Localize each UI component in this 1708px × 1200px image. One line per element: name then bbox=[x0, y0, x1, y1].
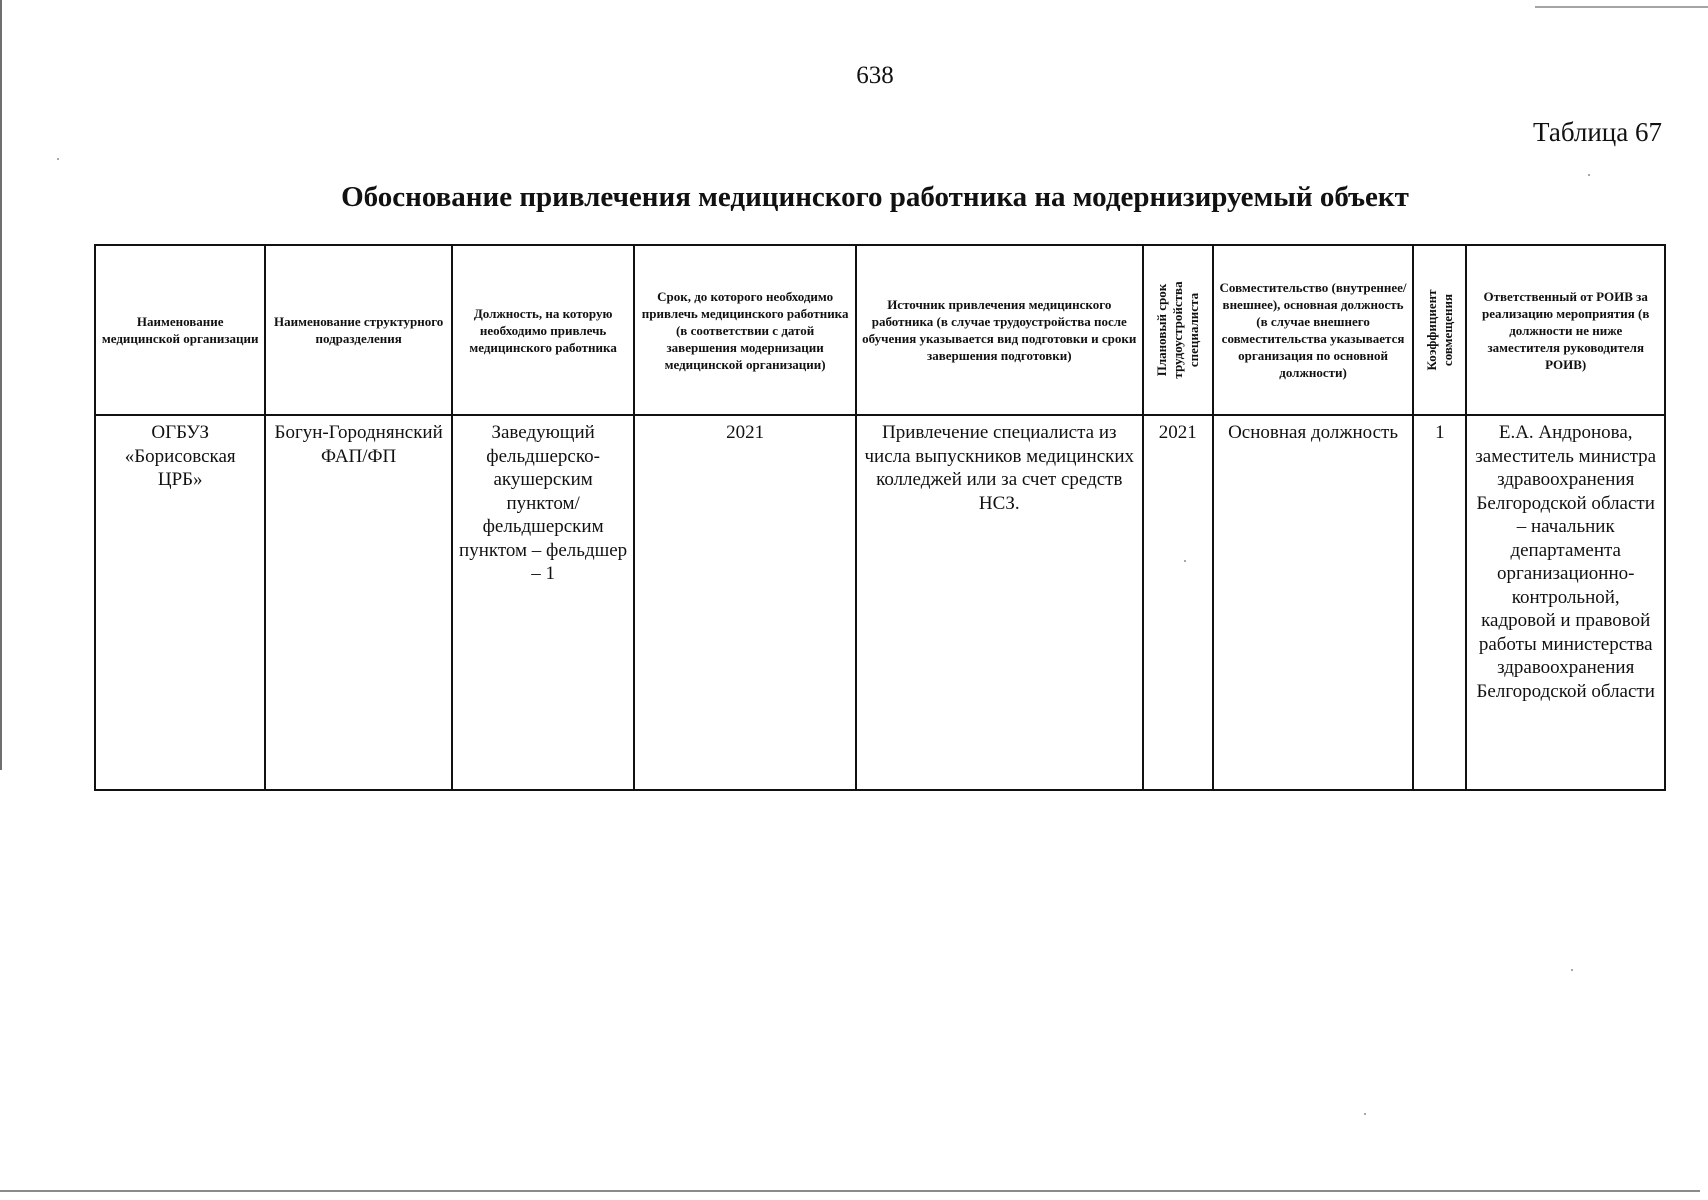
cell-part-time-text: Основная должность bbox=[1228, 422, 1399, 443]
header-responsible-person bbox=[1466, 245, 1665, 415]
header-planned-employment-text: Плановый срок трудоустройства специалиста bbox=[1153, 281, 1201, 379]
table-number: Таблица 67 bbox=[1533, 117, 1662, 147]
cell-organization bbox=[95, 415, 265, 790]
cell-planned-employment bbox=[1143, 415, 1213, 790]
header-combination-coefficient bbox=[1413, 245, 1466, 415]
header-responsible-person-text: Ответственный от РОИВ за реализацию мероприятия (в должности не ниже заместителя руководителя РОИВ) bbox=[1482, 288, 1650, 372]
scan-left-edge bbox=[0, 0, 2, 770]
scan-speck bbox=[1571, 969, 1573, 971]
cell-position-text: Заведующий фельдшерско-акушерским пунктом/фельдшерским пунктом – фельдшер – 1 bbox=[459, 422, 628, 584]
header-deadline bbox=[634, 245, 856, 415]
header-source-text: Источник привлечения медицинского работника (в случае трудоустройства после обучения указывается вид подготовки и сроки завершения подготовки) bbox=[862, 297, 1137, 363]
header-structural-unit-text: Наименование структурного подразделения bbox=[274, 314, 444, 346]
header-combination-coefficient-text: Коэффициент совмещения bbox=[1423, 289, 1455, 371]
cell-organization-text: ОГБУЗ «Борисовская ЦРБ» bbox=[124, 422, 236, 490]
page-number: 638 bbox=[856, 62, 894, 89]
cell-combination-coefficient-text: 1 bbox=[1435, 422, 1445, 443]
cell-combination-coefficient bbox=[1413, 415, 1466, 790]
cell-structural-unit bbox=[265, 415, 451, 790]
cell-part-time bbox=[1213, 415, 1414, 790]
header-organization-name-text: Наименование медицинской организации bbox=[101, 314, 259, 346]
scan-speck bbox=[1364, 1113, 1366, 1115]
cell-responsible-person bbox=[1466, 415, 1665, 790]
header-source bbox=[856, 245, 1143, 415]
header-organization-name bbox=[95, 245, 265, 415]
cell-planned-employment-text: 2021 bbox=[1158, 422, 1197, 443]
header-deadline-text: Срок, до которого необходимо привлечь медицинского работника (в соответствии с датой завершения модернизации медицинской организации) bbox=[641, 288, 849, 372]
scan-speck bbox=[1588, 174, 1590, 176]
header-structural-unit bbox=[265, 245, 451, 415]
table-header-row bbox=[95, 245, 1665, 415]
scan-top-right-line bbox=[1535, 6, 1708, 8]
cell-structural-unit-text: Богун-Городнянский ФАП/ФП bbox=[274, 422, 443, 467]
document-title: Обоснование привлечения медицинского работника на модернизируемый объект bbox=[341, 181, 1409, 213]
cell-source bbox=[856, 415, 1143, 790]
cell-deadline bbox=[634, 415, 856, 790]
justification-table bbox=[94, 244, 1666, 791]
header-position bbox=[452, 245, 634, 415]
header-position-text: Должность, на которую необходимо привлечь медицинского работника bbox=[469, 305, 617, 355]
cell-deadline-text: 2021 bbox=[726, 422, 765, 443]
scan-speck bbox=[57, 158, 59, 160]
table-row bbox=[95, 415, 1665, 790]
scan-bottom-line bbox=[0, 1190, 1700, 1192]
header-part-time bbox=[1213, 245, 1414, 415]
cell-source-text: Привлечение специалиста из числа выпускников медицинских колледжей или за счет средств НСЗ. bbox=[864, 422, 1135, 514]
header-part-time-text: Совместительство (внутреннее/ внешнее), основная должность (в случае внешнего совместительства указывается организация по основной должности) bbox=[1219, 280, 1407, 380]
header-planned-employment bbox=[1143, 245, 1213, 415]
cell-responsible-person-text: Е.А. Андронова, заместитель министра здравоохранения Белгородской области – начальник департамента организационно-контрольной, кадровой и правовой работы министерства здравоохранения Белгородской области bbox=[1475, 422, 1657, 702]
cell-position bbox=[452, 415, 634, 790]
